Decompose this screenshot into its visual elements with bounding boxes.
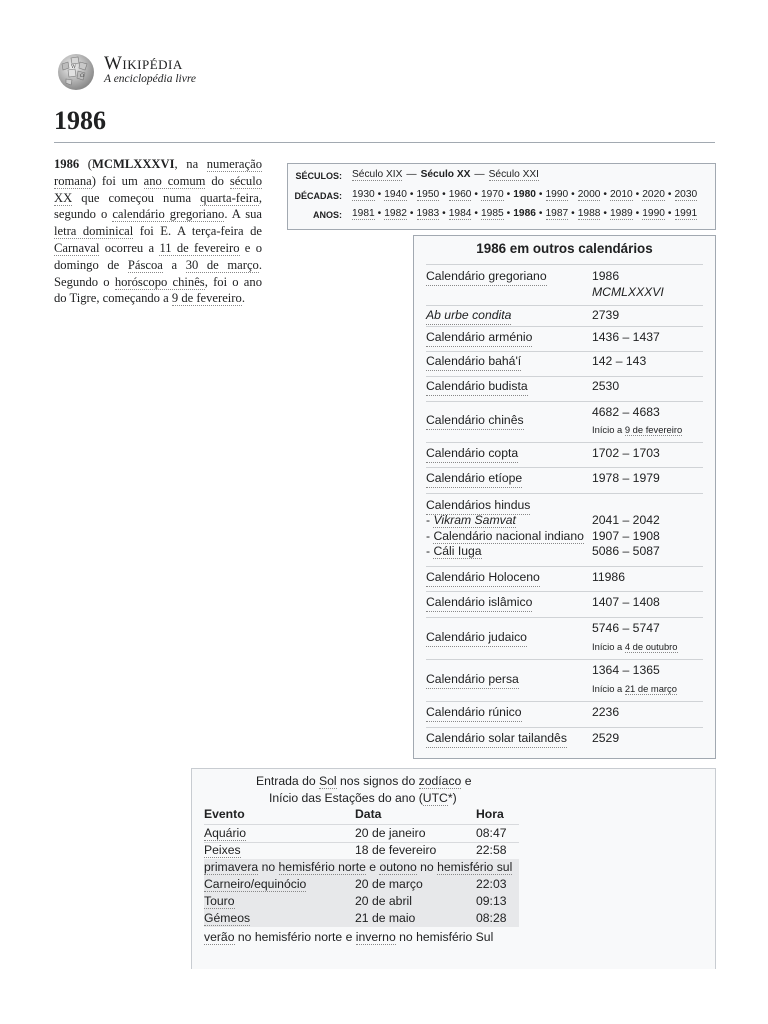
calendar-row <box>426 566 703 592</box>
navbox-bullet: • <box>571 208 575 219</box>
season-connector: no <box>416 860 438 874</box>
caption-text: nos signos do <box>336 774 419 788</box>
calendar-row <box>426 442 703 468</box>
navbox-label: DÉCADAS: <box>294 191 342 201</box>
navbox-link[interactable]: 1990 <box>545 189 569 200</box>
sub-prefix: - <box>426 544 434 558</box>
navbox-bullet: • <box>667 189 672 200</box>
page-title: 1986 <box>54 106 106 135</box>
navbox-link[interactable]: 1985 <box>481 208 504 219</box>
intro-text: que começou numa <box>72 190 201 205</box>
calendar-value: 5086 – 5087 <box>592 544 660 558</box>
navbox-link[interactable]: 1988 <box>577 208 601 219</box>
link-ano-comum[interactable]: ano comum <box>143 173 206 188</box>
calendar-name-link[interactable]: Calendário solar tailandês <box>426 731 567 748</box>
hindu-sub-row <box>426 544 482 560</box>
zodiac-seasons-table <box>191 768 716 969</box>
navbox-label: SÉCULOS: <box>295 171 342 181</box>
calendar-name-link[interactable]: Calendário persa <box>426 672 519 689</box>
season-text <box>204 930 493 944</box>
navbox-link[interactable]: 1950 <box>416 189 440 200</box>
table-row <box>204 876 519 893</box>
note-date-link[interactable]: 9 de fevereiro <box>624 424 683 435</box>
calendar-row <box>426 591 703 618</box>
season-row <box>204 859 519 876</box>
caption-text: e <box>461 774 472 788</box>
calendar-row <box>426 727 703 754</box>
navbox-link[interactable]: 2020 <box>642 189 665 200</box>
link-horoscopo-chines[interactable]: horóscopo chinês <box>114 274 205 289</box>
navbox-row-decadas <box>288 189 715 207</box>
calendar-name-link[interactable]: Calendários hindus <box>426 498 530 515</box>
table-row <box>204 910 519 927</box>
navbox-link[interactable]: 1990 <box>642 208 665 219</box>
calendar-row <box>426 659 703 702</box>
calendar-name-link[interactable]: Calendário islâmico <box>426 595 532 612</box>
event-time: 22:03 <box>476 877 507 891</box>
link-11-fevereiro[interactable]: 11 de fevereiro <box>159 240 240 255</box>
svg-text:Ω: Ω <box>80 73 85 79</box>
navbox-bullet: • <box>474 189 478 200</box>
navbox-bullet: • <box>506 189 511 200</box>
calendar-name-link[interactable]: Calendário Holoceno <box>426 570 540 587</box>
link-letra-dominical[interactable]: letra dominical <box>54 224 134 239</box>
event-date: 18 de fevereiro <box>355 843 437 857</box>
navbox-label: ANOS: <box>313 210 342 220</box>
navbox-dash: — <box>474 169 485 180</box>
calendar-name-link[interactable]: Calendário bahá'í <box>426 354 521 371</box>
calendar-value: 142 – 143 <box>592 354 647 368</box>
navbox-current-item: 1986 <box>513 208 536 219</box>
table-caption-line2 <box>269 791 457 805</box>
navbox-bullet: • <box>442 189 446 200</box>
calendar-value: 2530 <box>592 379 620 393</box>
table-row <box>204 842 519 859</box>
wikipedia-wordmark[interactable]: Wikipédia <box>104 53 183 74</box>
navbox-link[interactable]: 2030 <box>674 189 698 200</box>
calendar-value: 2529 <box>592 731 620 745</box>
intro-paragraph <box>54 156 262 307</box>
navbox-link[interactable]: 1982 <box>384 208 407 219</box>
navbox-link[interactable]: 1960 <box>448 189 472 200</box>
intro-text: a <box>162 257 186 272</box>
calendar-name-link[interactable]: Calendário budista <box>426 379 528 396</box>
sub-prefix: - <box>426 529 434 543</box>
season-connector: e <box>365 860 380 874</box>
navbox-seculos-list <box>352 169 539 180</box>
calendar-row <box>426 467 703 494</box>
navbox-link[interactable]: 1987 <box>545 208 569 219</box>
navbox-link[interactable]: 1981 <box>352 208 375 219</box>
link-quarta-feira[interactable]: quarta-feira <box>200 190 259 205</box>
navbox-current-item: Século XX <box>420 169 471 180</box>
intro-text: , foi o ano do Tigre, começando a <box>54 274 262 306</box>
intro-text: e o domingo de <box>54 240 262 272</box>
link-zodiaco[interactable]: zodíaco <box>418 774 462 788</box>
calendar-row <box>426 305 703 327</box>
event-date: 20 de janeiro <box>355 826 426 840</box>
column-header-data: Data <box>355 807 382 821</box>
calendar-row-hindus <box>426 493 703 567</box>
navbox-link[interactable]: 2010 <box>610 189 633 200</box>
navbox-dash: — <box>406 169 417 180</box>
calendar-value: 11986 <box>592 570 625 584</box>
svg-text:W: W <box>71 64 77 70</box>
navbox-link[interactable]: 1983 <box>416 208 440 219</box>
note-text: Início a <box>592 683 625 694</box>
calendar-note <box>592 422 682 438</box>
calendar-value: 1364 – 1365 <box>592 663 660 677</box>
calendar-value: 1436 – 1437 <box>592 330 660 344</box>
navbox-bullet: • <box>538 208 543 219</box>
link-hemisferio-sul[interactable]: hemisfério sul <box>437 860 513 874</box>
wikipedia-globe-icon[interactable] <box>54 52 98 92</box>
calendar-name-link[interactable]: Calendário copta <box>426 446 518 463</box>
navbox-bullet: • <box>635 208 640 219</box>
navbox-bullet: • <box>377 189 382 200</box>
event-link[interactable]: Gémeos <box>204 911 251 925</box>
event-date: 20 de abril <box>355 894 412 908</box>
event-date: 20 de março <box>355 877 423 891</box>
calendar-row <box>426 326 703 352</box>
navbox-bullet: • <box>377 208 382 219</box>
intro-text: ocorreu a <box>99 240 160 255</box>
navbox-bullet: • <box>571 189 575 200</box>
calendar-note <box>592 681 677 697</box>
note-text: Início a <box>592 641 625 652</box>
calendar-value: 1702 – 1703 <box>592 446 660 460</box>
navbox-bullet: • <box>506 208 511 219</box>
navbox-link[interactable]: 1930 <box>352 189 375 200</box>
calendar-name-link[interactable]: Ab urbe condita <box>426 308 511 325</box>
navbox-anos-list <box>352 208 697 219</box>
note-date-link[interactable]: 21 de março <box>624 683 677 694</box>
table-row <box>204 893 519 910</box>
link-hemisferio-norte[interactable]: hemisfério norte <box>278 860 366 874</box>
calendar-name-link[interactable]: Calendário chinês <box>426 413 524 430</box>
years-navbox <box>287 163 716 230</box>
link-sol[interactable]: Sol <box>319 774 337 788</box>
intro-text: do <box>205 173 230 188</box>
link-numeracao-romana[interactable]: numeração romana <box>54 157 262 188</box>
event-date: 21 de maio <box>355 911 416 925</box>
calendar-value: 1907 – 1908 <box>592 529 660 543</box>
link-primavera[interactable]: primavera <box>204 860 259 874</box>
other-calendars-infobox <box>413 235 716 759</box>
caption-text: Início das Estações do ano ( <box>269 791 423 805</box>
calendar-value: 4682 – 4683 <box>592 405 660 419</box>
note-date-link[interactable]: 4 de outubro <box>624 641 678 652</box>
wikipedia-tagline: A enciclopédia livre <box>104 73 196 85</box>
navbox-bullet: • <box>603 189 607 200</box>
event-link[interactable]: Peixes <box>204 843 241 857</box>
calendar-name-link[interactable]: Calendário gregoriano <box>426 269 547 286</box>
caption-text: Entrada do <box>256 774 320 788</box>
link-inverno[interactable]: inverno <box>355 930 396 944</box>
navbox-current-item: 1980 <box>513 189 536 200</box>
link-verao[interactable]: verão <box>204 930 235 944</box>
navbox-row-anos <box>288 208 715 226</box>
calendar-value: 1978 – 1979 <box>592 471 660 485</box>
intro-text: , na <box>174 157 207 171</box>
navbox-bullet: • <box>667 208 672 219</box>
event-time: 08:28 <box>476 911 507 925</box>
navbox-row-seculos <box>288 169 715 187</box>
event-link[interactable]: Touro <box>204 894 235 908</box>
infobox-caption: 1986 em outros calendários <box>476 241 653 256</box>
calendar-row <box>426 617 703 660</box>
calendar-value-roman: MCMLXXXVI <box>592 285 664 299</box>
calendar-name-link[interactable]: Calendário judaico <box>426 630 527 647</box>
intro-text: , segundo o <box>54 190 262 222</box>
navbox-link[interactable]: Século XXI <box>488 169 540 180</box>
navbox-link[interactable]: 1940 <box>384 189 407 200</box>
navbox-link[interactable]: 1984 <box>448 208 472 219</box>
calendar-value: 2041 – 2042 <box>592 513 660 527</box>
navbox-link[interactable]: 1991 <box>674 208 698 219</box>
intro-text: foi E. A terça-feira de <box>133 224 263 239</box>
calendar-value: 1986 <box>592 269 620 283</box>
link-seculo-xx[interactable]: século XX <box>54 173 262 205</box>
season-connector: no hemisfério Sul <box>395 930 494 944</box>
event-time: 08:47 <box>476 826 507 840</box>
caption-text: *) <box>447 791 457 805</box>
intro-text: ) foi um <box>91 173 144 188</box>
link-9-fevereiro[interactable]: 9 de fevereiro <box>171 291 242 306</box>
navbox-decadas-list <box>352 189 697 200</box>
calendar-row <box>426 401 703 443</box>
note-text: Início a <box>592 424 625 435</box>
calendar-name-link[interactable]: Calendário rúnico <box>426 705 522 722</box>
navbox-bullet: • <box>409 208 414 219</box>
navbox-link[interactable]: Século XIX <box>352 169 403 180</box>
title-divider <box>54 142 715 143</box>
navbox-link[interactable]: 1970 <box>481 189 504 200</box>
column-header-evento: Evento <box>204 807 245 821</box>
intro-roman: MCMLXXXVI <box>91 157 175 171</box>
link-pascoa[interactable]: Páscoa <box>127 257 163 272</box>
season-text <box>204 860 512 874</box>
column-header-hora: Hora <box>476 807 504 821</box>
calendar-name-link[interactable]: Calendário arménio <box>426 330 532 347</box>
calendar-name-link[interactable]: Cáli Iuga <box>433 544 482 558</box>
event-time: 22:58 <box>476 843 507 857</box>
intro-text: ( <box>79 157 92 171</box>
calendar-row <box>426 351 703 377</box>
navbox-bullet: • <box>635 189 640 200</box>
intro-text: . Segundo o <box>54 257 263 289</box>
event-link[interactable]: Aquário <box>204 826 247 840</box>
table-caption-line1 <box>256 774 471 788</box>
link-30-marco[interactable]: 30 de março <box>185 257 259 272</box>
navbox-bullet: • <box>442 208 446 219</box>
calendar-value: 5746 – 5747 <box>592 621 660 635</box>
link-carnaval[interactable]: Carnaval <box>54 240 100 255</box>
link-calendario-gregoriano[interactable]: calendário gregoriano <box>112 207 225 222</box>
sub-prefix: - <box>426 513 434 527</box>
calendar-row <box>426 701 703 728</box>
link-utc[interactable]: UTC <box>422 791 448 805</box>
navbox-bullet: • <box>474 208 478 219</box>
calendar-value: 2739 <box>592 308 620 322</box>
season-row <box>204 929 519 946</box>
event-time: 09:13 <box>476 894 507 908</box>
calendar-value: 2236 <box>592 705 620 719</box>
intro-year: 1986 <box>54 157 80 171</box>
navbox-link[interactable]: 1989 <box>610 208 633 219</box>
calendar-value: 1407 – 1408 <box>592 595 660 609</box>
navbox-bullet: • <box>538 189 543 200</box>
calendar-row <box>426 376 703 402</box>
calendar-note <box>592 639 678 655</box>
hindu-sub-row <box>426 513 516 529</box>
hindu-sub-row <box>426 529 584 545</box>
event-link[interactable]: Carneiro/equinócio <box>204 877 307 891</box>
navbox-bullet: • <box>603 208 607 219</box>
site-header <box>54 50 354 94</box>
intro-text: . <box>241 291 245 306</box>
season-connector: no <box>258 860 279 874</box>
link-outono[interactable]: outono <box>379 860 417 874</box>
table-row <box>204 825 519 842</box>
navbox-link[interactable]: 2000 <box>577 189 601 200</box>
calendar-name-link[interactable]: Calendário etíope <box>426 471 522 488</box>
calendar-name-link[interactable]: Vikram Samvat <box>433 513 516 527</box>
calendar-name-link[interactable]: Calendário nacional indiano <box>433 529 584 543</box>
intro-text: . A sua <box>224 207 263 222</box>
calendar-row <box>426 264 703 305</box>
navbox-bullet: • <box>409 189 414 200</box>
season-connector: no hemisfério norte e <box>234 930 356 944</box>
